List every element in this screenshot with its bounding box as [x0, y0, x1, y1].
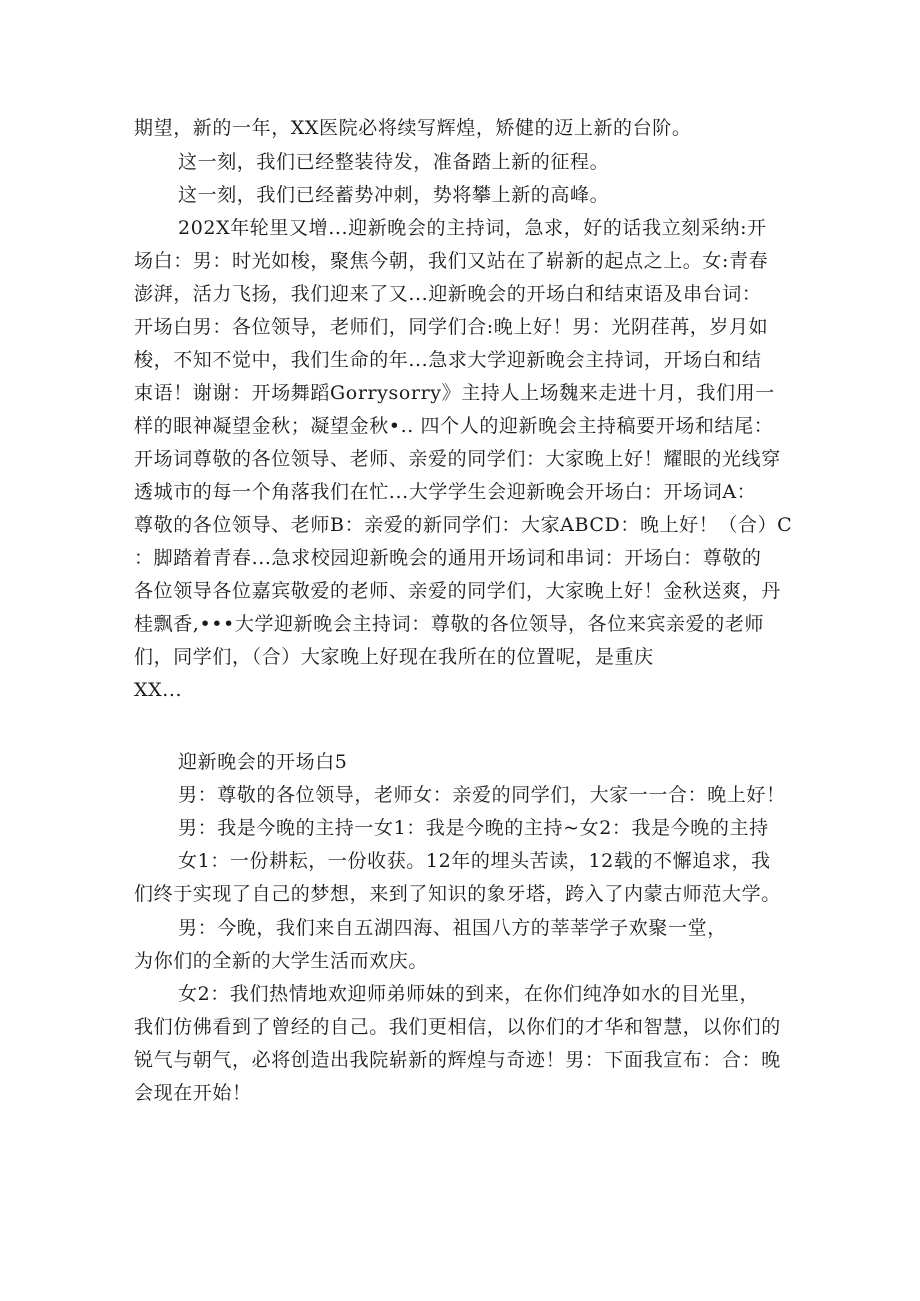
paragraph-line: 们终于实现了自己的梦想，来到了知识的象牙塔，跨入了内蒙古师范大学。: [134, 883, 781, 905]
paragraph-line: 锐气与朝气，必将创造出我院崭新的辉煌与奇迹！男：下面我宣布：合：晚: [134, 1049, 781, 1071]
paragraph-line: 女2：我们热情地欢迎师弟师妹的到来，在你们纯净如水的目光里，: [178, 983, 760, 1005]
paragraph-line: 男：尊敬的各位领导，老师女：亲爱的同学们，大家一一合：晚上好！: [178, 784, 786, 806]
paragraph-line: 桂飘香,•••大学迎新晚会主持词：尊敬的各位领导，各位来宾亲爱的老师: [134, 613, 765, 635]
paragraph-line: 202X年轮里又增...迎新晚会的主持词，急求，好的话我立刻采纳:开: [178, 217, 767, 239]
paragraph-line: 梭，不知不觉中，我们生命的年...急求大学迎新晚会主持词，开场白和结: [134, 349, 762, 371]
paragraph-line: 我们仿佛看到了曾经的自己。我们更相信，以你们的才华和智慧，以你们的: [134, 1016, 781, 1038]
paragraph-line: 澎湃，活力飞扬，我们迎来了又...迎新晚会的开场白和结束语及串台词：: [134, 283, 762, 305]
paragraph-line: 场白：男：时光如梭，聚焦今朝，我们又站在了崭新的起点之上。女:青春: [134, 250, 769, 272]
paragraph-line: 这一刻，我们已经蓄势冲刺，势将攀上新的高峰。: [178, 184, 610, 206]
paragraph-line: 开场白男：各位领导，老师们，同学们合:晚上好！男：光阴荏苒，岁月如: [134, 316, 769, 338]
paragraph-line: 束语！谢谢：开场舞蹈Gorrysorry》主持人上场魏来走进十月，我们用一: [134, 382, 775, 404]
paragraph-line: 们，同学们，（合）大家晚上好现在我所在的位置呢，是重庆: [134, 646, 654, 668]
paragraph-line: 各位领导各位嘉宾敬爱的老师、亲爱的同学们，大家晚上好！金秋送爽，丹: [134, 580, 781, 602]
paragraph-line: XX...: [134, 679, 183, 701]
paragraph-line: 样的眼神凝望金秋；凝望金秋•.. 四个人的迎新晚会主持稿要开场和结尾：: [134, 415, 774, 437]
paragraph-line: 尊敬的各位领导、老师B：亲爱的新同学们：大家ABCD：晚上好！（合）C: [134, 514, 793, 536]
paragraph-line: 女1：一份耕耘，一份收获。12年的埋头苦读，12载的不懈追求，我: [178, 850, 771, 872]
paragraph-line: 男：我是今晚的主持一女1：我是今晚的主持~女2：我是今晚的主持: [178, 817, 769, 839]
paragraph-line: 男：今晚，我们来自五湖四海、祖国八方的莘莘学子欢聚一堂，: [178, 917, 727, 939]
paragraph-line: 开场词尊敬的各位领导、老师、亲爱的同学们：大家晚上好！耀眼的光线穿: [134, 448, 781, 470]
paragraph-line: 透城市的每一个角落我们在忙...大学学生会迎新晚会开场白：开场词A：: [134, 481, 757, 503]
paragraph-line: 期望，新的一年，XX医院必将续写辉煌，矫健的迈上新的台阶。: [134, 117, 692, 139]
section-heading: 迎新晚会的开场白5: [178, 751, 348, 773]
paragraph-line: ：脚踏着青春...急求校园迎新晚会的通用开场词和串词：开场白：尊敬的: [134, 547, 762, 569]
paragraph-line: 这一刻，我们已经整装待发，准备踏上新的征程。: [178, 151, 610, 173]
paragraph-line: 为你们的全新的大学生活而欢庆。: [134, 950, 429, 972]
paragraph-line: 会现在开始！: [134, 1082, 252, 1104]
